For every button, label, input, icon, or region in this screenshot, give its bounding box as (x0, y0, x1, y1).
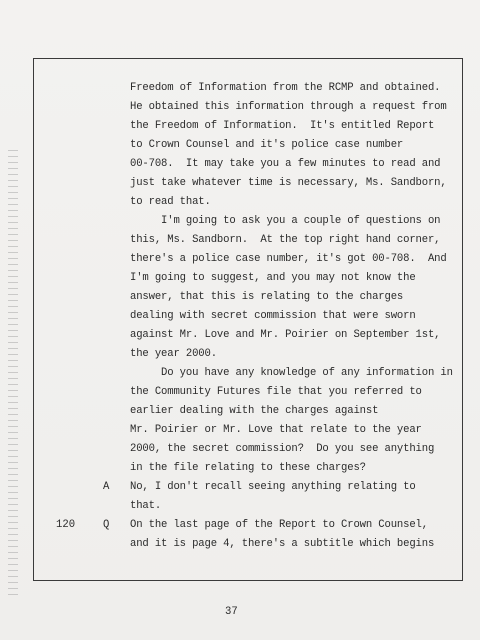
text-line: 2000, the secret commission? Do you see anything (130, 443, 435, 455)
text-line: I'm going to ask you a couple of questions on (130, 215, 441, 227)
text-line: this, Ms. Sandborn. At the top right hand corner, (130, 234, 441, 246)
text-line: the year 2000. (130, 348, 217, 360)
text-line: 00-708. It may take you a few minutes to read and (130, 158, 441, 170)
text-line: Do you have any knowledge of any information in (130, 367, 453, 379)
text-line: to Crown Counsel and it's police case number (130, 139, 404, 151)
text-line: earlier dealing with the charges against (130, 405, 379, 417)
text-line: in the file relating to these charges? (130, 462, 366, 474)
binding-holes (8, 150, 18, 600)
text-line: dealing with secret commission that were sworn (130, 310, 416, 322)
text-line: Mr. Poirier or Mr. Love that relate to the year (130, 424, 422, 436)
text-line: On the last page of the Report to Crown Counsel, (130, 519, 428, 531)
text-line: the Freedom of Information. It's entitled Report (130, 120, 435, 132)
text-line: to read that. (130, 196, 211, 208)
speaker-answer-label: A (103, 481, 110, 493)
text-line: Freedom of Information from the RCMP and obtained. (130, 82, 441, 94)
text-line: there's a police case number, it's got 00-708. And (130, 253, 447, 265)
page-number: 37 (225, 606, 238, 618)
text-line: answer, that this is relating to the charges (130, 291, 404, 303)
text-line: I'm going to suggest, and you may not know the (130, 272, 416, 284)
text-line: just take whatever time is necessary, Ms. Sandborn, (130, 177, 447, 189)
text-line: that. (130, 500, 162, 512)
text-line: the Community Futures file that you referred to (130, 386, 422, 398)
speaker-question-label: Q (103, 519, 110, 531)
text-line: and it is page 4, there's a subtitle which begins (130, 538, 435, 550)
text-line: No, I don't recall seeing anything relating to (130, 481, 416, 493)
text-line: against Mr. Love and Mr. Poirier on September 1st, (130, 329, 441, 341)
text-line: He obtained this information through a request from (130, 101, 447, 113)
line-number: 120 (56, 519, 76, 531)
